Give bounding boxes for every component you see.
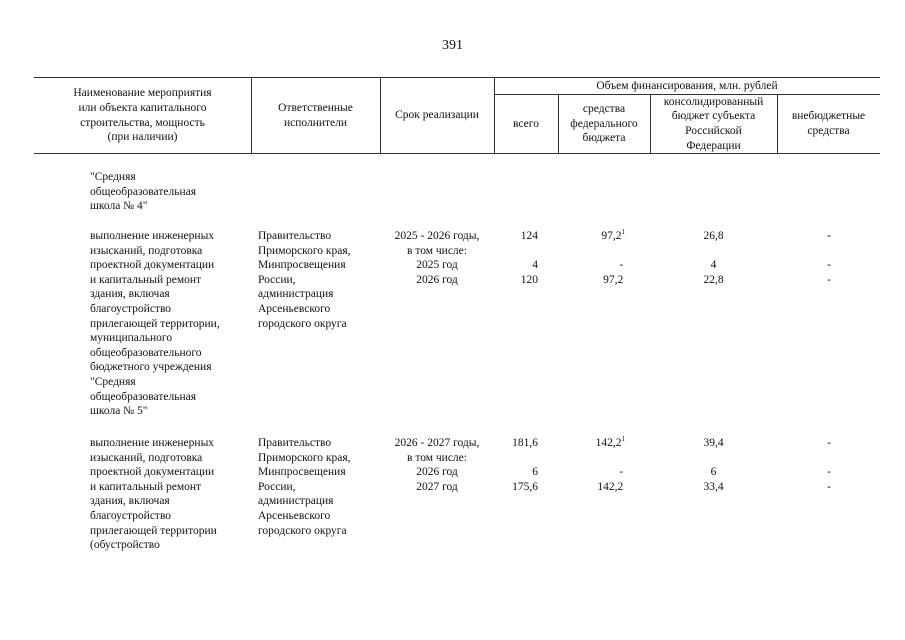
row-1-name: выполнение инженерных изысканий, подготовка проектной документации и капитальный ремонт здания, включая благоустройство прилегающей территории, муниципального общеобразовательного бюджетного учреждения "Средняя общеобразовательная школа № 5" [90,230,220,418]
table-row: "Средняя общеобразовательная школа № 4" [90,171,196,213]
header-regional: консолидированный бюджет субъекта Российской Федерации [663,95,764,152]
row-2-total: 181,6 6 175,6 [512,437,538,493]
header-offbudget: внебюджетные средства [791,110,866,137]
row-2-term: 2026 - 2027 годы, в том числе: 2026 год 2027 год [394,437,480,493]
footnote-mark: 1 [621,228,625,237]
row-2-offbudget: - - - [827,437,831,493]
row-2-name: выполнение инженерных изысканий, подготовка проектной документации и капитальный ремонт здания, включая благоустройство прилегающей территории (обустройство [90,437,217,552]
row-1-regional: 26,8 4 22,8 [703,230,724,286]
row-1-total: 124 4 120 [520,230,538,286]
row-1-term: 2025 - 2026 годы, в том числе: 2025 год 2026 год [394,230,480,286]
footnote-mark: 1 [621,435,625,444]
row-2-regional: 39,4 6 33,4 [703,437,724,493]
header-funding-group: Объем финансирования, млн. рублей [596,79,778,92]
row-2-responsible: Правительство Приморского края, Минпросвещения России, администрация Арсеньевского городского округа [258,437,351,537]
header-responsible: Ответственные исполнители [278,101,353,129]
row-2-federal: 142,2$^1$ - 142,2 [595,435,625,493]
header-name: Наименование мероприятия или объекта капитального строительства, мощность (при наличии) [73,87,212,144]
header-term: Срок реализации [395,109,479,122]
row-1-offbudget: - - - [827,230,831,286]
row-1-federal: 97,2$^1$ - 97,2 [601,228,625,286]
header-federal: средства федерального бюджета [570,103,638,145]
header-total: всего [513,117,539,130]
row-1-responsible: Правительство Приморского края, Минпросвещения России, администрация Арсеньевского городского округа [258,230,351,330]
page-number: 391 [442,38,463,53]
